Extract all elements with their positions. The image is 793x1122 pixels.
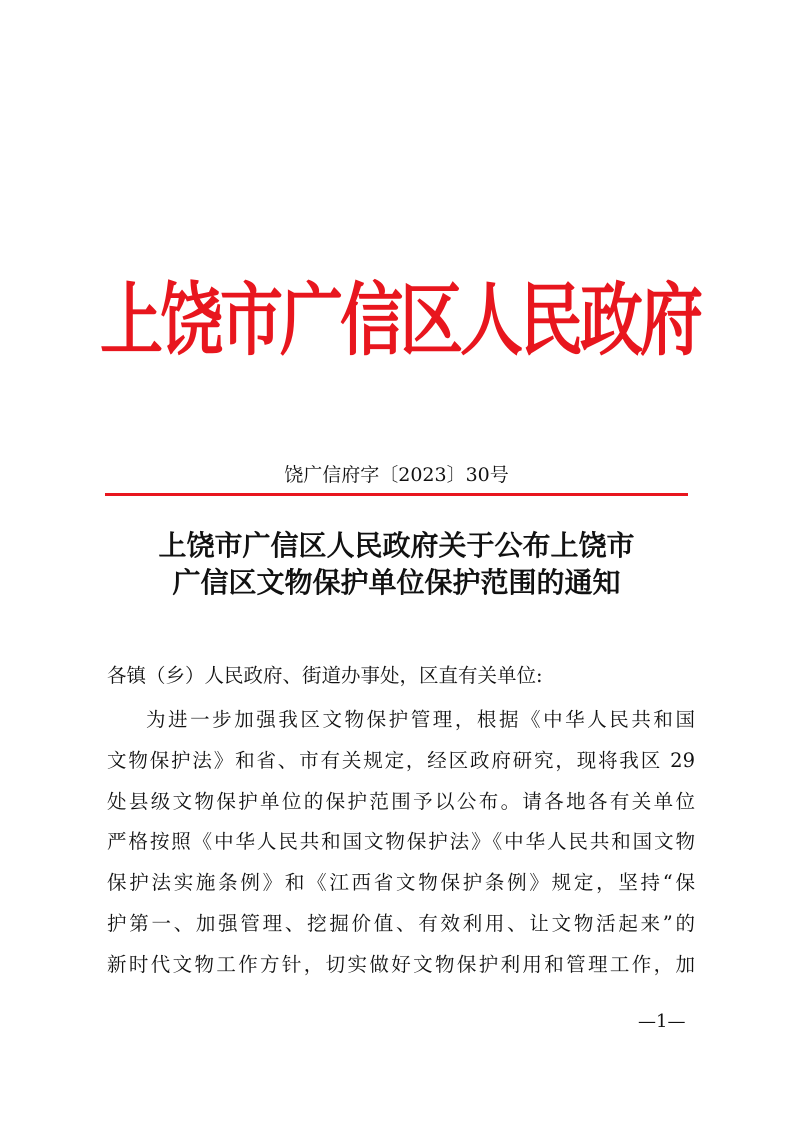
- document-title: [60, 527, 733, 601]
- page-number: —1—: [638, 1011, 686, 1032]
- body-line: 为进一步加强我区文物保护管理，根据《中华人民共和国: [146, 708, 695, 731]
- body-line: 严格按照《中华人民共和国文物保护法》《中华人民共和国文物: [107, 830, 695, 854]
- title-line: 上饶市广信区人民政府关于公布上饶市: [158, 529, 635, 562]
- body-line: 文物保护法》和省、市有关规定，经区政府研究，现将我区 29: [107, 748, 695, 772]
- red-separator-line: [105, 493, 688, 496]
- body-line: 新时代文物工作方针，切实做好文物保护利用和管理工作，加: [107, 952, 695, 976]
- addressee-line: 各镇（乡）人民政府、街道办事处，区直有关单位:: [107, 664, 543, 687]
- body-line: 保护法实施条例》和《江西省文物保护条例》规定，坚持“保: [107, 871, 695, 895]
- body-text: [107, 704, 695, 990]
- title-line: 广信区文物保护单位保护范围的通知: [172, 566, 621, 599]
- issuing-authority-header: 上饶市广信区人民政府: [100, 273, 700, 367]
- document-number: 饶广信府字〔2023〕30号: [284, 464, 509, 486]
- body-line: 处县级文物保护单位的保护范围予以公布。请各地各有关单位: [107, 789, 695, 813]
- body-line: 护第一、加强管理、挖掘价值、有效利用、让文物活起来”的: [107, 911, 695, 935]
